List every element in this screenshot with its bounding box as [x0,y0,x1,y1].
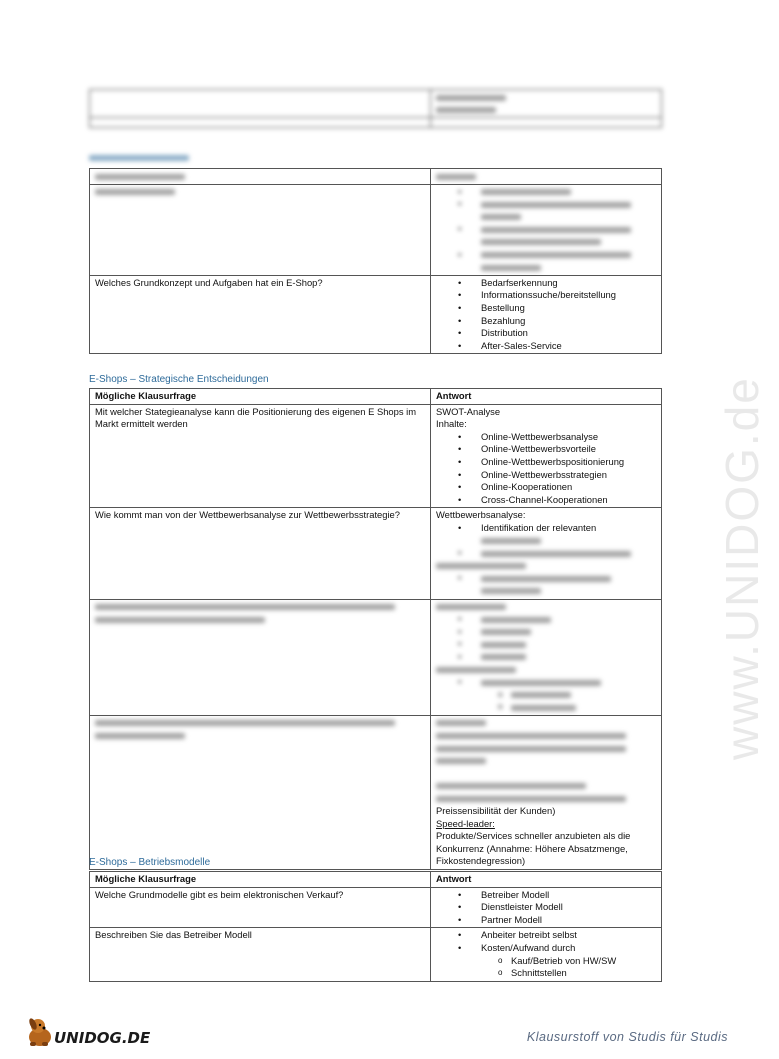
answer-cell [431,275,662,354]
answer-title: Wettbewerbsanalyse: [436,509,526,521]
list-item: • Kosten/Aufwand durch [436,942,656,955]
section2-row4 [90,715,662,869]
list-item: • Betreiber Modell [436,889,656,902]
column-header: Antwort [431,389,662,405]
column-header: Antwort [431,872,662,888]
section2-row2 [90,508,662,599]
column-header: Mögliche Klausurfrage [90,389,431,405]
unidog-logo [24,1015,154,1049]
answer-title: SWOT-Analyse [436,405,501,417]
section1-row1 [90,184,662,275]
list-item: • Online-Kooperationen [436,481,656,494]
list-item: • Bestellung [436,302,656,315]
footer-slogan: Klausurstoff von Studis für Studis [526,1030,728,1044]
question-cell: Wie kommt man von der Wettbewerbsanalyse zur Wettbewerbsstrategie? [90,508,431,599]
watermark: www.UNIDOG.de [716,376,768,760]
section3-table [89,871,662,982]
question-cell: Beschreiben Sie das Betreiber Modell [90,928,431,981]
section2-header-row [90,389,662,405]
section3-header-row [90,872,662,888]
list-item: • Bedarfserkennung [436,277,656,290]
list-item: • Partner Modell [436,914,656,927]
section3-row1 [90,887,662,928]
answer-text: Produkte/Services schneller anzubieten als die Konkurrenz (Annahme: Höhere Absatzmenge, Fixkostendegression) [436,830,631,867]
answer-text: Preissensibilität der Kunden) [436,805,556,816]
list-item: • Dienstleister Modell [436,901,656,914]
top-table [89,89,662,128]
section3-row2 [90,928,662,981]
logo-text: UNIDOG.DE [54,1029,151,1047]
list-item: • Online-Wettbewerbspositionierung [436,456,656,469]
question-cell: Mit welcher Stategieanalyse kann die Positionierung des eigenen E Shops im Markt ermittelt werden [90,404,431,508]
section1-header-row [90,169,662,185]
list-item: • Cross-Channel-Kooperationen [436,494,656,507]
answer-cell [431,508,662,599]
section3-heading: E-Shops – Betriebsmodelle [89,857,211,868]
list-item: • Informationssuche/bereitstellung [436,289,656,302]
section1-table [89,168,662,354]
answer-cell [431,887,662,928]
list-item: • Online-Wettbewerbsanalyse [436,431,656,444]
answer-subtitle: Inhalte: [436,418,467,430]
answer-cell [431,928,662,981]
section2-heading: E-Shops – Strategische Entscheidungen [89,374,269,385]
section2-row1 [90,404,662,508]
list-item: • Bezahlung [436,315,656,328]
sub-list-item: o Schnittstellen [436,967,656,980]
answer-subtitle: Speed-leader: [436,817,495,829]
question-cell: Welches Grundkonzept und Aufgaben hat ein E-Shop? [90,275,431,354]
section2-table [89,388,662,870]
sub-list-item: o Kauf/Betrieb von HW/SW [436,955,656,968]
column-header: Mögliche Klausurfrage [90,872,431,888]
section2-row3 [90,599,662,715]
list-item: • Distribution [436,327,656,340]
list-item: • Online-Wettbewerbsvorteile [436,443,656,456]
list-item: • Anbeiter betreibt selbst [436,929,656,942]
section1-heading [89,153,189,164]
list-item: • After-Sales-Service [436,340,656,353]
answer-cell [431,404,662,508]
list-item: • Online-Wettbewerbsstrategien [436,469,656,482]
section1-row2 [90,275,662,354]
dog-mascot-icon [24,1015,154,1049]
answer-cell [431,715,662,869]
question-cell: Welche Grundmodelle gibt es beim elektronischen Verkauf? [90,887,431,928]
list-item: • Identifikation der relevanten [436,522,656,547]
